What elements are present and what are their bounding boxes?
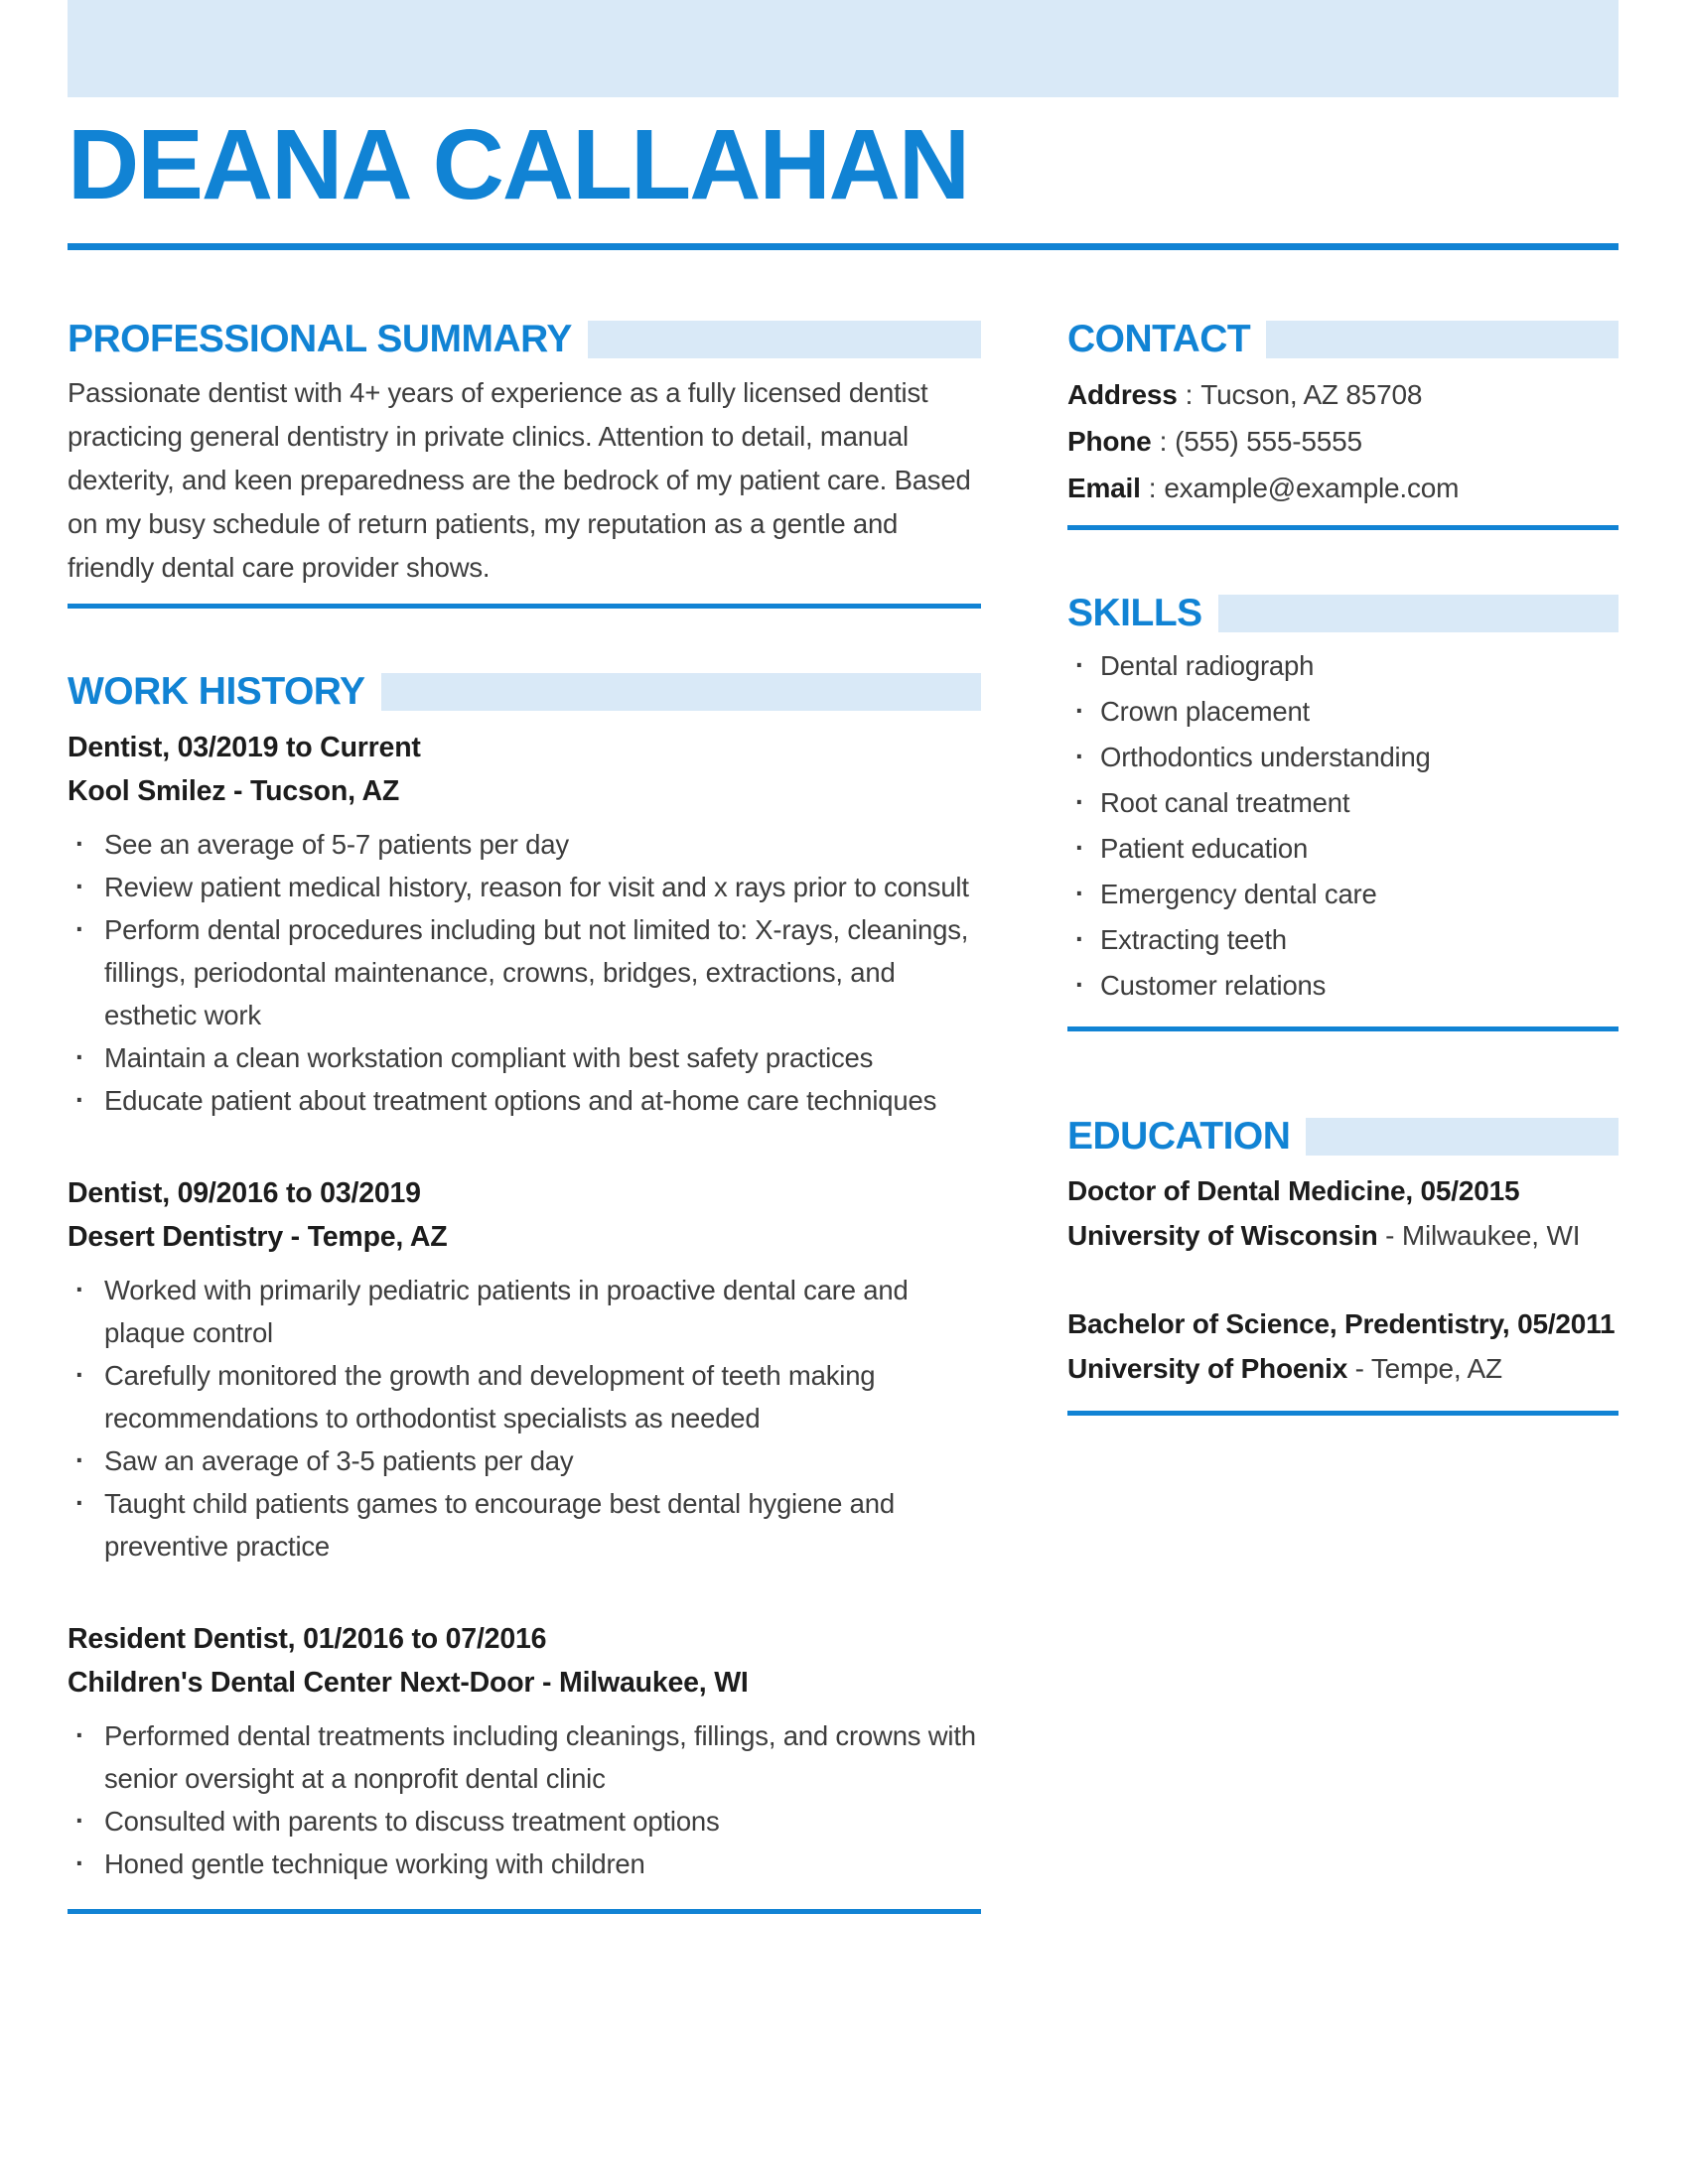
contact-separator: : xyxy=(1159,426,1168,457)
education-section xyxy=(1067,1117,1618,1416)
job-employer: Children's Dental Center Next-Door - Milwaukee, WI xyxy=(68,1667,749,1699)
contact-row-address xyxy=(1067,371,1618,418)
job-bullet-list xyxy=(68,1269,981,1568)
section-title: EDUCATION xyxy=(1067,1115,1291,1158)
school-location: - Milwaukee, WI xyxy=(1377,1220,1581,1251)
contact-row-email xyxy=(1067,465,1618,511)
degree-line: Doctor of Dental Medicine, 05/2015 xyxy=(1067,1175,1520,1206)
skill-item: · Dental radiograph xyxy=(1067,643,1618,689)
section-divider xyxy=(1067,525,1618,530)
education-heading xyxy=(1067,1117,1618,1157)
heading-accent-bar xyxy=(1266,321,1618,358)
job-bullet: · Educate patient about treatment options and at-home care techniques xyxy=(68,1079,981,1122)
school-name: University of Phoenix xyxy=(1067,1353,1348,1384)
heading-accent-bar xyxy=(1306,1118,1618,1156)
job-entry xyxy=(68,1171,981,1568)
contact-heading xyxy=(1067,320,1618,359)
section-title: WORK HISTORY xyxy=(68,670,365,713)
education-entry xyxy=(1067,1301,1618,1391)
section-title: PROFESSIONAL SUMMARY xyxy=(68,318,572,360)
job-bullet: · Perform dental procedures including but not limited to: X-rays, cleanings, fillings, periodontal maintenance, crowns, bridges, extractions, and esthetic work xyxy=(68,908,981,1036)
education-entries xyxy=(1067,1168,1618,1391)
job-entry xyxy=(68,1617,981,1885)
job-bullet: · See an average of 5-7 patients per day xyxy=(68,823,981,866)
section-divider xyxy=(68,1909,981,1914)
school-line xyxy=(1067,1213,1618,1258)
person-name: DEANA CALLAHAN xyxy=(68,109,969,220)
top-banner xyxy=(68,0,1618,97)
skill-item: · Crown placement xyxy=(1067,689,1618,735)
work-history-section xyxy=(68,672,981,1914)
skill-item: · Root canal treatment xyxy=(1067,780,1618,826)
contact-value: (555) 555-5555 xyxy=(1175,426,1362,457)
job-bullet: · Maintain a clean workstation compliant with best safety practices xyxy=(68,1036,981,1079)
job-bullet: · Consulted with parents to discuss treatment options xyxy=(68,1800,981,1843)
work-history-heading xyxy=(68,672,981,712)
heading-accent-bar xyxy=(381,673,981,711)
section-divider xyxy=(1067,1411,1618,1416)
job-bullet: · Carefully monitored the growth and development of teeth making recommendations to orthodontist specialists as needed xyxy=(68,1354,981,1439)
contact-rows xyxy=(1067,371,1618,511)
name-divider xyxy=(68,243,1618,250)
school-location: - Tempe, AZ xyxy=(1347,1353,1502,1384)
education-entry xyxy=(1067,1168,1618,1258)
contact-label: Phone xyxy=(1067,426,1152,457)
contact-section xyxy=(1067,320,1618,530)
heading-accent-bar xyxy=(1218,595,1618,632)
professional-summary-section xyxy=(68,320,981,609)
school-name: University of Wisconsin xyxy=(1067,1220,1378,1251)
job-bullet: · Taught child patients games to encourage best dental hygiene and preventive practice xyxy=(68,1482,981,1568)
section-title: CONTACT xyxy=(1067,318,1251,360)
skill-item: · Orthodontics understanding xyxy=(1067,735,1618,780)
job-title: Dentist, 09/2016 to 03/2019 xyxy=(68,1177,421,1209)
skills-section xyxy=(1067,594,1618,1031)
contact-row-phone xyxy=(1067,418,1618,465)
left-column xyxy=(68,320,981,1914)
job-employer: Desert Dentistry - Tempe, AZ xyxy=(68,1221,448,1253)
skill-item: · Patient education xyxy=(1067,826,1618,872)
content-columns xyxy=(68,320,1618,1914)
school-line xyxy=(1067,1346,1618,1391)
section-title: SKILLS xyxy=(1067,592,1202,634)
professional-summary-heading xyxy=(68,320,981,359)
heading-accent-bar xyxy=(588,321,981,358)
skills-list xyxy=(1067,643,1618,1009)
section-divider xyxy=(68,604,981,609)
skills-heading xyxy=(1067,594,1618,633)
right-column xyxy=(1067,320,1618,1914)
job-bullet-list xyxy=(68,1714,981,1885)
job-bullet: · Review patient medical history, reason for visit and x rays prior to consult xyxy=(68,866,981,908)
section-divider xyxy=(1067,1026,1618,1031)
contact-separator: : xyxy=(1185,379,1194,410)
skill-item: · Emergency dental care xyxy=(1067,872,1618,917)
job-employer: Kool Smilez - Tucson, AZ xyxy=(68,775,400,807)
job-bullet: · Performed dental treatments including cleanings, fillings, and crowns with senior oversight at a nonprofit dental clinic xyxy=(68,1714,981,1800)
degree-line: Bachelor of Science, Predentistry, 05/2011 xyxy=(1067,1308,1616,1339)
contact-value: Tucson, AZ 85708 xyxy=(1200,379,1423,410)
skill-item: · Customer relations xyxy=(1067,963,1618,1009)
job-title: Resident Dentist, 01/2016 to 07/2016 xyxy=(68,1623,547,1655)
contact-label: Address xyxy=(1067,379,1178,410)
job-title: Dentist, 03/2019 to Current xyxy=(68,732,421,763)
summary-paragraph: Passionate dentist with 4+ years of experience as a fully licensed dentist practicing general dentistry in private clinics. Attention to detail, manual dexterity, and keen preparedness are the bedrock of my patient care. Based on my busy schedule of return patients, my reputation as a gentle and friendly dental care provider shows. xyxy=(68,377,971,583)
contact-label: Email xyxy=(1067,473,1141,503)
job-bullet: · Honed gentle technique working with children xyxy=(68,1843,981,1885)
job-bullet: · Worked with primarily pediatric patients in proactive dental care and plaque control xyxy=(68,1269,981,1354)
job-bullet-list xyxy=(68,823,981,1122)
job-bullet: · Saw an average of 3-5 patients per day xyxy=(68,1439,981,1482)
skill-item: · Extracting teeth xyxy=(1067,917,1618,963)
contact-separator: : xyxy=(1148,473,1157,503)
contact-value: example@example.com xyxy=(1164,473,1460,503)
job-entry xyxy=(68,726,981,1122)
